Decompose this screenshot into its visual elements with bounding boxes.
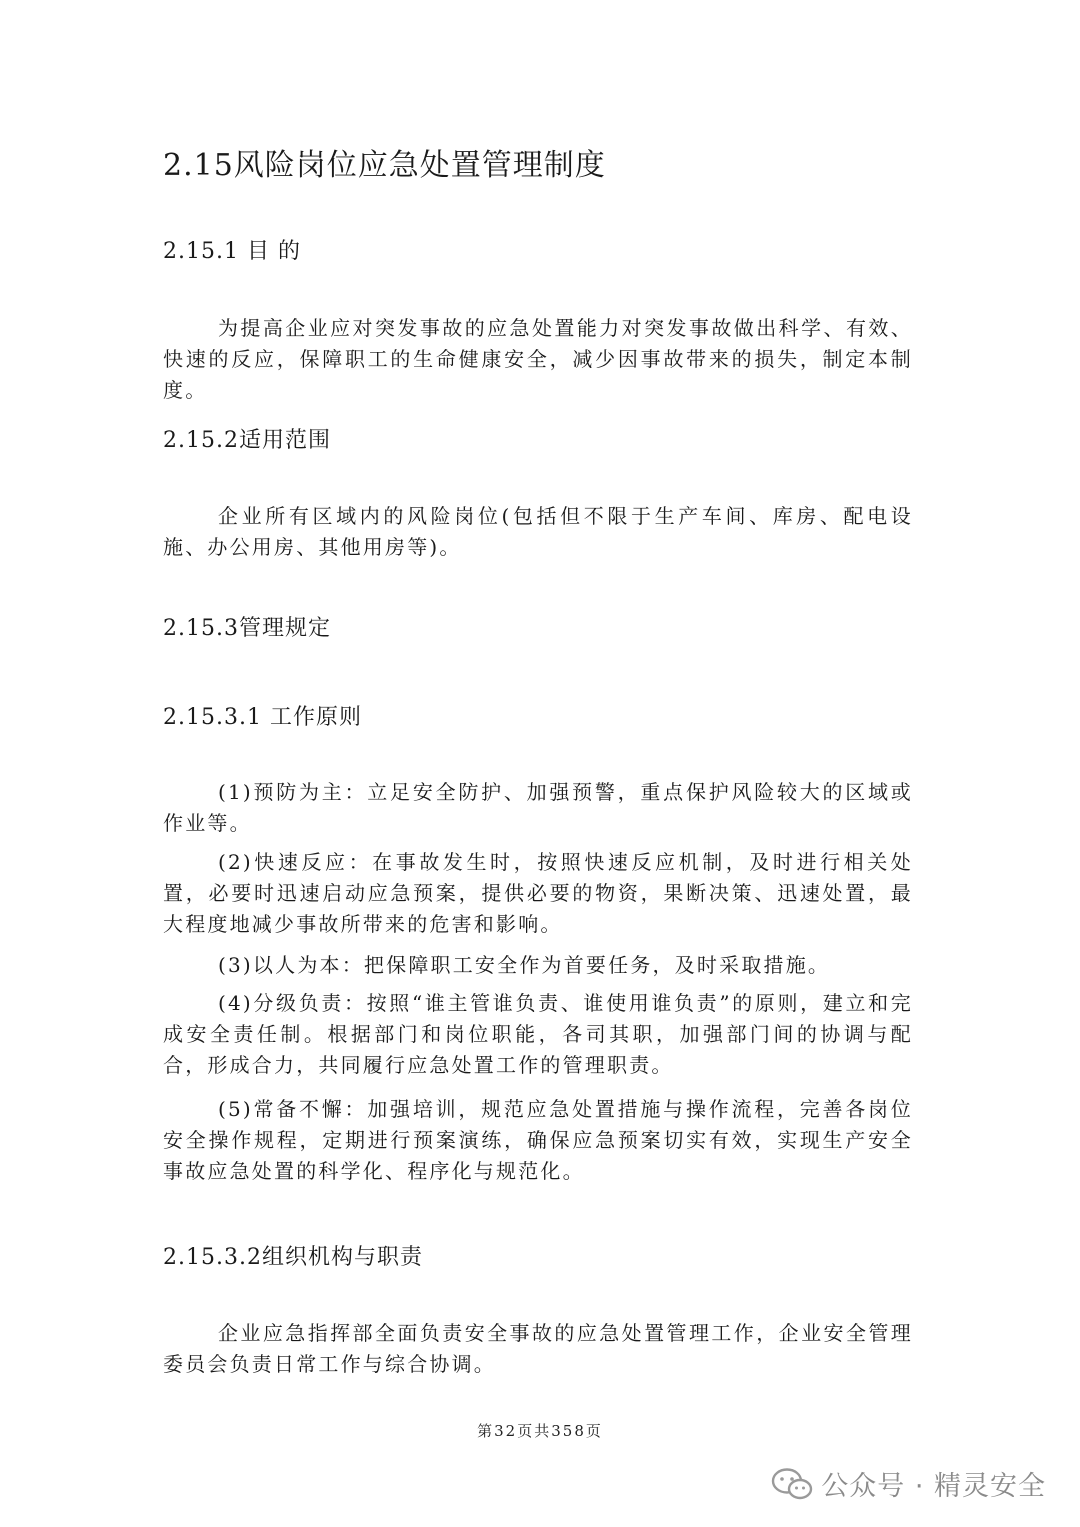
document-title: 2.15风险岗位应急处置管理制度 <box>163 148 606 183</box>
scope-paragraph: 企业所有区域内的风险岗位(包括但不限于生产车间、库房、配电设施、办公用房、其他用房等)。 <box>163 504 913 559</box>
section-heading-purpose: 2.15.1 目 的 <box>163 239 301 264</box>
watermark <box>771 1464 1046 1503</box>
watermark-text: 公众号 · 精灵安全 <box>821 1471 1046 1502</box>
section-heading-scope: 2.15.2适用范围 <box>163 428 331 453</box>
principle-item: (2)快速反应：在事故发生时，按照快速反应机制，及时进行相关处置，必要时迅速启动应急预案，提供必要的物资，果断决策、迅速处置，最大程度地减少事故所带来的危害和影响。 <box>163 850 913 936</box>
principle-item: (5)常备不懈：加强培训，规范应急处置措施与操作流程，完善各岗位安全操作规程，定期进行预案演练，确保应急预案切实有效，实现生产安全事故应急处置的科学化、程序化与规范化。 <box>163 1097 913 1183</box>
principle-item: (3)以人为本：把保障职工安全作为首要任务，及时采取措施。 <box>218 953 831 977</box>
page-footer: 第32页共358页 <box>477 1422 603 1440</box>
principle-item: (1)预防为主：立足安全防护、加强预警，重点保护风险较大的区域或作业等。 <box>163 780 913 835</box>
principle-item: (4)分级负责：按照“谁主管谁负责、谁使用谁负责”的原则，建立和完成安全责任制。根据部门和岗位职能，各司其职，加强部门间的协调与配合，形成合力，共同履行应急处置工作的管理职责。 <box>163 991 913 1077</box>
wechat-icon <box>771 1467 813 1501</box>
purpose-paragraph: 为提高企业应对突发事故的应急处置能力对突发事故做出科学、有效、快速的反应，保障职工的生命健康安全，减少因事故带来的损失，制定本制度。 <box>163 316 913 402</box>
section-heading-rules: 2.15.3管理规定 <box>163 616 331 641</box>
section-heading-organization: 2.15.3.2组织机构与职责 <box>163 1245 423 1270</box>
organization-paragraph: 企业应急指挥部全面负责安全事故的应急处置管理工作，企业安全管理委员会负责日常工作与综合协调。 <box>163 1321 913 1376</box>
section-heading-principles: 2.15.3.1 工作原则 <box>163 705 362 730</box>
